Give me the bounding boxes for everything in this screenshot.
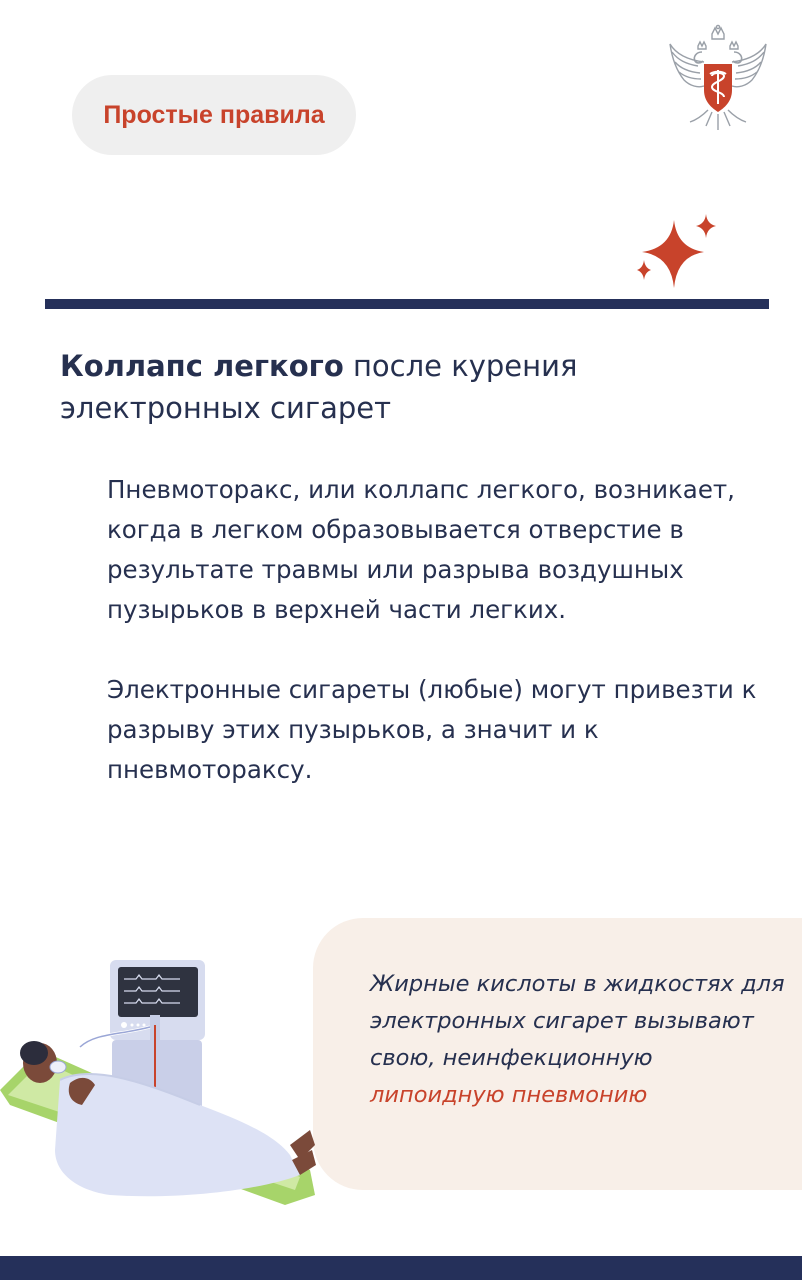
divider-line: [45, 299, 769, 309]
double-headed-eagle-emblem-icon: [668, 24, 768, 136]
paragraph-e-cigarettes: Электронные сигареты (любые) могут привезти к разрыву этих пузырьков, а значит и к пневмотораксу.: [107, 675, 757, 784]
callout-text-accent: липоидную пневмонию: [370, 1082, 648, 1108]
footer-bar: [0, 1256, 802, 1280]
body-text: [107, 470, 757, 790]
paragraph-pneumothorax: Пневмоторакс, или коллапс легкого, возникает, когда в легком образовывается отверстие в результате травмы или разрыва воздушных пузырьков в верхней части легких.: [107, 475, 735, 624]
category-badge: [72, 75, 356, 155]
callout-text-plain: Жирные кислоты в жидкостях для электронных сигарет вызывают свою, неинфекционную: [370, 971, 785, 1071]
callout-text: [370, 966, 790, 1114]
section-heading: [60, 345, 760, 429]
patient-on-ventilator-illustration: [0, 955, 330, 1220]
heading-bold: Коллапс легкого: [60, 349, 344, 383]
heading-rest: после курения электронных сигарет: [60, 349, 578, 425]
category-badge-label: Простые правила: [103, 100, 325, 129]
sparkle-stars-icon: [630, 210, 725, 295]
